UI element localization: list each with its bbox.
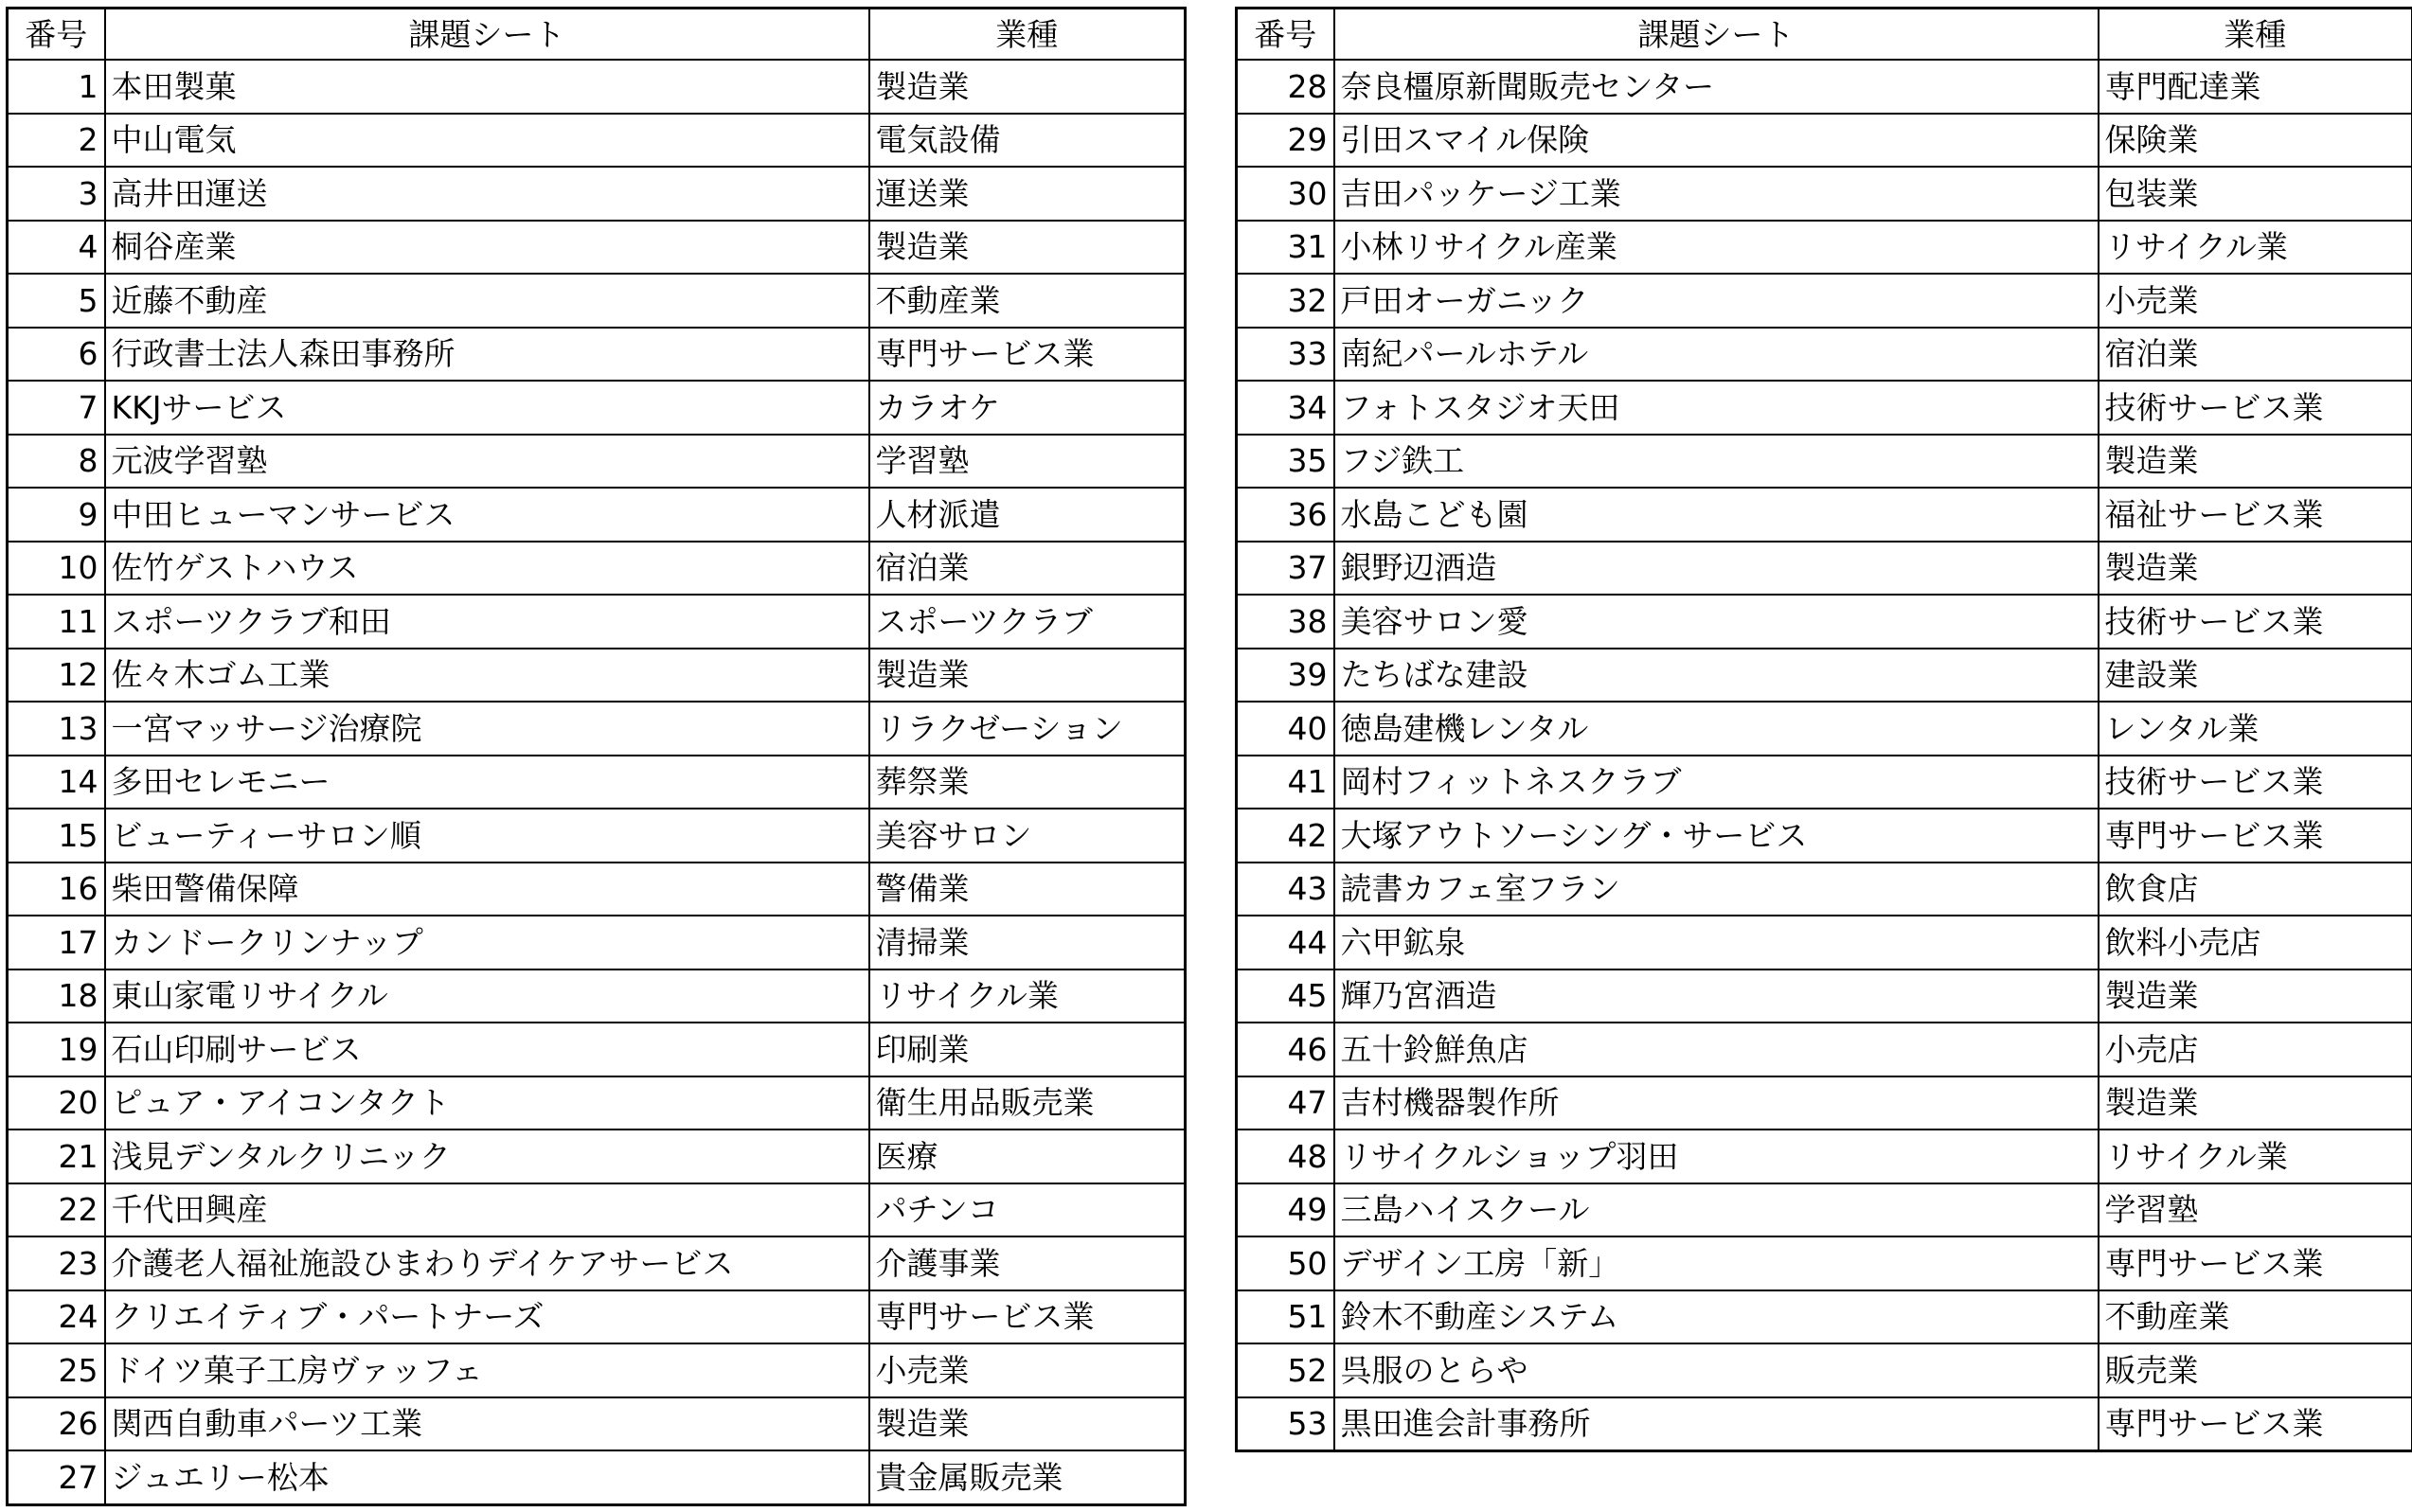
row-number: 5: [8, 274, 105, 328]
header-industry: 業種: [2099, 9, 2412, 61]
table-row: [1237, 1290, 2412, 1344]
industry: 小売業: [2099, 274, 2412, 328]
sheet-name: 佐竹ゲストハウス: [105, 542, 869, 596]
industry: 美容サロン: [869, 809, 1186, 863]
row-number: 21: [8, 1130, 105, 1183]
table-row: [1237, 1130, 2412, 1183]
industry: 製造業: [2099, 969, 2412, 1023]
sheet-name: 引田スマイル保険: [1334, 114, 2099, 168]
header-number: 番号: [8, 9, 105, 61]
row-number: 20: [8, 1076, 105, 1130]
row-number: 23: [8, 1236, 105, 1290]
table-row: [8, 328, 1186, 382]
table-row: [8, 1130, 1186, 1183]
sheet-name: 石山印刷サービス: [105, 1023, 869, 1076]
table-row: [1237, 809, 2412, 863]
row-number: 18: [8, 969, 105, 1023]
sheet-name: 吉田パッケージ工業: [1334, 167, 2099, 221]
row-number: 35: [1237, 435, 1334, 489]
sheet-name: 元波学習塾: [105, 435, 869, 489]
table-row: [1237, 542, 2412, 596]
industry: 技術サービス業: [2099, 756, 2412, 809]
row-number: 37: [1237, 542, 1334, 596]
sheet-name: 浅見デンタルクリニック: [105, 1130, 869, 1183]
industry: 製造業: [869, 60, 1186, 114]
industry: 飲料小売店: [2099, 916, 2412, 969]
table-row: [1237, 1076, 2412, 1130]
industry: リサイクル業: [2099, 221, 2412, 275]
sheet-name: 高井田運送: [105, 167, 869, 221]
industry: 専門サービス業: [2099, 1397, 2412, 1451]
industry: 製造業: [2099, 435, 2412, 489]
row-number: 50: [1237, 1236, 1334, 1290]
table-row: [8, 916, 1186, 969]
sheet-name: リサイクルショップ羽田: [1334, 1130, 2099, 1183]
row-number: 24: [8, 1290, 105, 1344]
industry: 小売店: [2099, 1023, 2412, 1076]
sheet-name: 戸田オーガニック: [1334, 274, 2099, 328]
industry: 学習塾: [2099, 1183, 2412, 1237]
industry: 保険業: [2099, 114, 2412, 168]
sheet-name: 中山電気: [105, 114, 869, 168]
sheet-name: 大塚アウトソーシング・サービス: [1334, 809, 2099, 863]
industry: 学習塾: [869, 435, 1186, 489]
row-number: 33: [1237, 328, 1334, 382]
industry: 建設業: [2099, 649, 2412, 703]
sheet-name: 吉村機器製作所: [1334, 1076, 2099, 1130]
sheet-name: 東山家電リサイクル: [105, 969, 869, 1023]
table-row: [8, 1076, 1186, 1130]
header-row: [8, 9, 1186, 61]
table-row: [8, 702, 1186, 756]
sheet-name: 岡村フィットネスクラブ: [1334, 756, 2099, 809]
sheet-name: 介護老人福祉施設ひまわりデイケアサービス: [105, 1236, 869, 1290]
table-row: [1237, 488, 2412, 542]
row-number: 48: [1237, 1130, 1334, 1183]
table-row: [1237, 916, 2412, 969]
industry: 不動産業: [2099, 1290, 2412, 1344]
row-number: 2: [8, 114, 105, 168]
row-number: 53: [1237, 1397, 1334, 1451]
industry: 医療: [869, 1130, 1186, 1183]
table-row: [1237, 1183, 2412, 1237]
sheet-name: 一宮マッサージ治療院: [105, 702, 869, 756]
sheet-name: ジュエリー松本: [105, 1450, 869, 1504]
sheet-name: 読書カフェ室フラン: [1334, 863, 2099, 916]
table-row: [8, 1023, 1186, 1076]
row-number: 13: [8, 702, 105, 756]
sheet-name: デザイン工房「新」: [1334, 1236, 2099, 1290]
industry: 清掃業: [869, 916, 1186, 969]
industry: リラクゼーション: [869, 702, 1186, 756]
sheet-name: 五十鈴鮮魚店: [1334, 1023, 2099, 1076]
table-row: [8, 756, 1186, 809]
row-number: 3: [8, 167, 105, 221]
sheet-name: 銀野辺酒造: [1334, 542, 2099, 596]
table-row: [1237, 274, 2412, 328]
industry: 専門サービス業: [869, 328, 1186, 382]
industry: 宿泊業: [2099, 328, 2412, 382]
industry: 製造業: [869, 1397, 1186, 1451]
sheet-name: 桐谷産業: [105, 221, 869, 275]
table-row: [1237, 649, 2412, 703]
sheet-name: クリエイティブ・パートナーズ: [105, 1290, 869, 1344]
sheet-name: 輝乃宮酒造: [1334, 969, 2099, 1023]
industry: 電気設備: [869, 114, 1186, 168]
row-number: 11: [8, 595, 105, 649]
row-number: 27: [8, 1450, 105, 1504]
table-row: [8, 274, 1186, 328]
row-number: 29: [1237, 114, 1334, 168]
industry: 宿泊業: [869, 542, 1186, 596]
industry: 印刷業: [869, 1023, 1186, 1076]
row-number: 28: [1237, 60, 1334, 114]
sheet-name: ピュア・アイコンタクト: [105, 1076, 869, 1130]
industry: 福祉サービス業: [2099, 488, 2412, 542]
table-row: [1237, 1023, 2412, 1076]
row-number: 10: [8, 542, 105, 596]
row-number: 14: [8, 756, 105, 809]
sheet-name: フォトスタジオ天田: [1334, 381, 2099, 435]
sheet-name: 呉服のとらや: [1334, 1343, 2099, 1397]
industry: 専門サービス業: [2099, 809, 2412, 863]
industry: 専門サービス業: [2099, 1236, 2412, 1290]
industry: スポーツクラブ: [869, 595, 1186, 649]
table-row: [8, 1290, 1186, 1344]
sheet-name: 奈良橿原新聞販売センター: [1334, 60, 2099, 114]
row-number: 8: [8, 435, 105, 489]
sheet-name: 鈴木不動産システム: [1334, 1290, 2099, 1344]
sheet-name: 近藤不動産: [105, 274, 869, 328]
header-sheet: 課題シート: [105, 9, 869, 61]
table-row: [8, 381, 1186, 435]
industry: 技術サービス業: [2099, 381, 2412, 435]
table-row: [1237, 969, 2412, 1023]
row-number: 45: [1237, 969, 1334, 1023]
table-row: [8, 649, 1186, 703]
table-row: [8, 167, 1186, 221]
row-number: 15: [8, 809, 105, 863]
row-number: 39: [1237, 649, 1334, 703]
industry: 飲食店: [2099, 863, 2412, 916]
row-number: 6: [8, 328, 105, 382]
header-row: [1237, 9, 2412, 61]
industry: 製造業: [2099, 1076, 2412, 1130]
industry: 専門サービス業: [869, 1290, 1186, 1344]
industry: 製造業: [2099, 542, 2412, 596]
table-row: [8, 863, 1186, 916]
industry: 不動産業: [869, 274, 1186, 328]
industry: 人材派遣: [869, 488, 1186, 542]
row-number: 42: [1237, 809, 1334, 863]
row-number: 30: [1237, 167, 1334, 221]
sheet-name: 六甲鉱泉: [1334, 916, 2099, 969]
row-number: 26: [8, 1397, 105, 1451]
table-row: [1237, 1343, 2412, 1397]
industry: 製造業: [869, 221, 1186, 275]
row-number: 31: [1237, 221, 1334, 275]
table-row: [8, 1450, 1186, 1504]
row-number: 47: [1237, 1076, 1334, 1130]
industry: 葬祭業: [869, 756, 1186, 809]
table-row: [8, 221, 1186, 275]
row-number: 17: [8, 916, 105, 969]
table-row: [1237, 756, 2412, 809]
table-row: [1237, 167, 2412, 221]
industry: 小売業: [869, 1343, 1186, 1397]
sheet-name: 多田セレモニー: [105, 756, 869, 809]
table-row: [1237, 328, 2412, 382]
sheet-name: スポーツクラブ和田: [105, 595, 869, 649]
row-number: 36: [1237, 488, 1334, 542]
sheet-name: 中田ヒューマンサービス: [105, 488, 869, 542]
sheet-name: カンドークリンナップ: [105, 916, 869, 969]
row-number: 52: [1237, 1343, 1334, 1397]
row-number: 40: [1237, 702, 1334, 756]
row-number: 19: [8, 1023, 105, 1076]
row-number: 9: [8, 488, 105, 542]
sheet-name: ドイツ菓子工房ヴァッフェ: [105, 1343, 869, 1397]
industry: 貴金属販売業: [869, 1450, 1186, 1504]
industry: パチンコ: [869, 1183, 1186, 1237]
sheet-name: 南紀パールホテル: [1334, 328, 2099, 382]
sheet-table-left: [6, 7, 1187, 1506]
table-row: [1237, 1397, 2412, 1451]
sheet-name: 柴田警備保障: [105, 863, 869, 916]
table-row: [1237, 435, 2412, 489]
industry: カラオケ: [869, 381, 1186, 435]
row-number: 16: [8, 863, 105, 916]
table-row: [1237, 221, 2412, 275]
row-number: 1: [8, 60, 105, 114]
row-number: 46: [1237, 1023, 1334, 1076]
sheet-name: 黒田進会計事務所: [1334, 1397, 2099, 1451]
industry: 包装業: [2099, 167, 2412, 221]
table-row: [8, 809, 1186, 863]
table-row: [1237, 702, 2412, 756]
table-row: [1237, 60, 2412, 114]
row-number: 4: [8, 221, 105, 275]
table-row: [8, 60, 1186, 114]
sheet-name: 本田製菓: [105, 60, 869, 114]
table-row: [1237, 381, 2412, 435]
sheet-name: 佐々木ゴム工業: [105, 649, 869, 703]
sheet-name: 小林リサイクル産業: [1334, 221, 2099, 275]
header-industry: 業種: [869, 9, 1186, 61]
sheet-name: KKJサービス: [105, 381, 869, 435]
row-number: 51: [1237, 1290, 1334, 1344]
sheet-name: 水島こども園: [1334, 488, 2099, 542]
table-row: [8, 1183, 1186, 1237]
sheet-name: 千代田興産: [105, 1183, 869, 1237]
table-row: [8, 488, 1186, 542]
industry: 技術サービス業: [2099, 595, 2412, 649]
sheet-name: ビューティーサロン順: [105, 809, 869, 863]
header-sheet: 課題シート: [1334, 9, 2099, 61]
row-number: 43: [1237, 863, 1334, 916]
table-row: [1237, 595, 2412, 649]
table-row: [8, 1343, 1186, 1397]
industry: 衛生用品販売業: [869, 1076, 1186, 1130]
row-number: 12: [8, 649, 105, 703]
sheet-name: 徳島建機レンタル: [1334, 702, 2099, 756]
row-number: 25: [8, 1343, 105, 1397]
industry: 運送業: [869, 167, 1186, 221]
table-row: [1237, 1236, 2412, 1290]
row-number: 38: [1237, 595, 1334, 649]
row-number: 49: [1237, 1183, 1334, 1237]
industry: 介護事業: [869, 1236, 1186, 1290]
table-row: [8, 1236, 1186, 1290]
table-row: [1237, 114, 2412, 168]
table-row: [8, 595, 1186, 649]
industry: レンタル業: [2099, 702, 2412, 756]
industry: 販売業: [2099, 1343, 2412, 1397]
industry: 警備業: [869, 863, 1186, 916]
sheet-name: 行政書士法人森田事務所: [105, 328, 869, 382]
table-row: [1237, 863, 2412, 916]
row-number: 22: [8, 1183, 105, 1237]
industry: 専門配達業: [2099, 60, 2412, 114]
row-number: 41: [1237, 756, 1334, 809]
table-row: [8, 969, 1186, 1023]
sheet-name: フジ鉄工: [1334, 435, 2099, 489]
table-row: [8, 114, 1186, 168]
sheet-name: たちばな建設: [1334, 649, 2099, 703]
sheet-name: 関西自動車パーツ工業: [105, 1397, 869, 1451]
row-number: 32: [1237, 274, 1334, 328]
sheet-name: 三島ハイスクール: [1334, 1183, 2099, 1237]
sheet-table-right: [1235, 7, 2412, 1452]
row-number: 7: [8, 381, 105, 435]
header-number: 番号: [1237, 9, 1334, 61]
industry: 製造業: [869, 649, 1186, 703]
sheet-name: 美容サロン愛: [1334, 595, 2099, 649]
industry: リサイクル業: [869, 969, 1186, 1023]
row-number: 34: [1237, 381, 1334, 435]
table-row: [8, 435, 1186, 489]
industry: リサイクル業: [2099, 1130, 2412, 1183]
table-row: [8, 542, 1186, 596]
table-row: [8, 1397, 1186, 1451]
row-number: 44: [1237, 916, 1334, 969]
